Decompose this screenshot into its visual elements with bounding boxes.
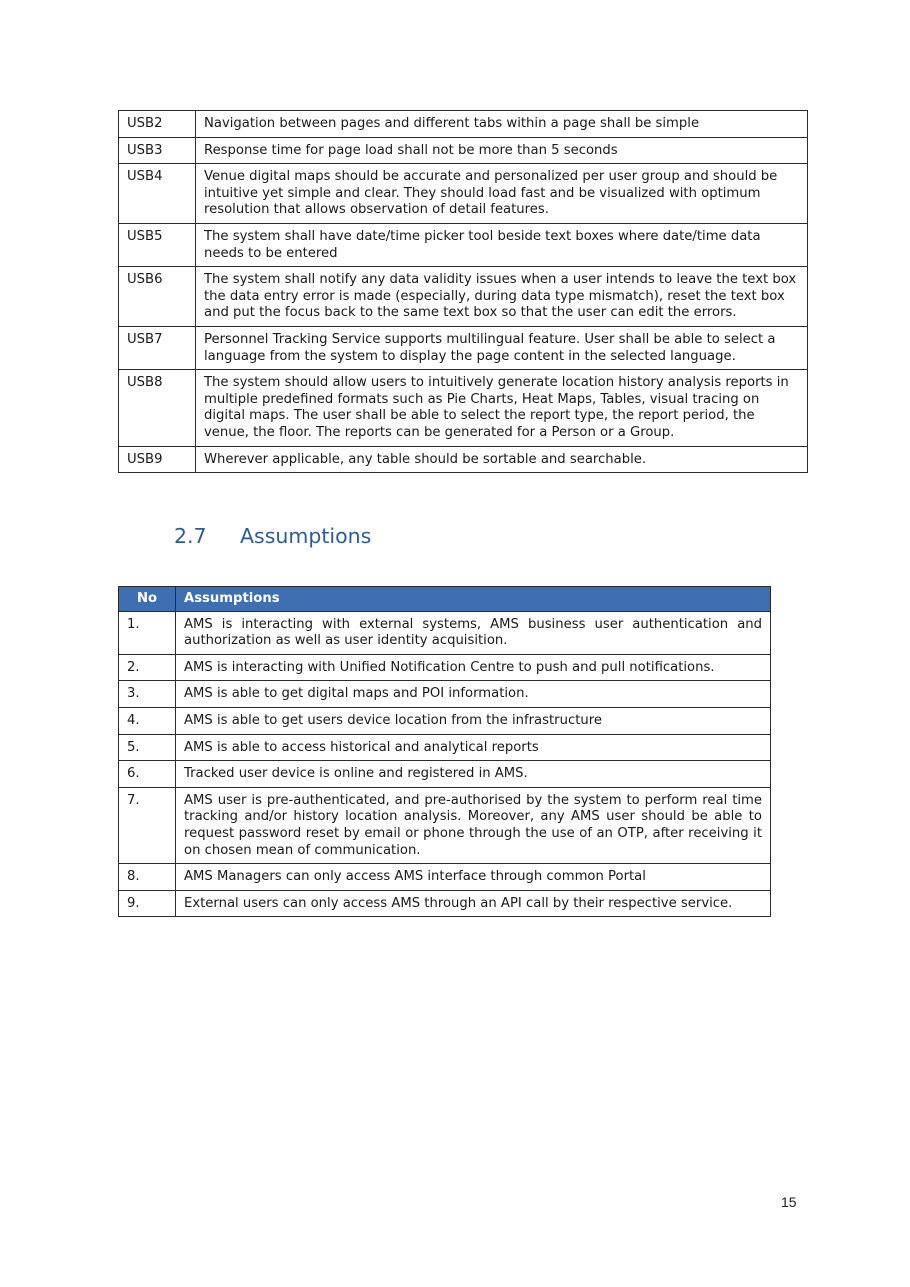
assumption-number: 7. — [119, 787, 176, 863]
usability-requirements-table — [118, 110, 808, 473]
assumption-text: AMS is able to access historical and analytical reports — [176, 734, 771, 761]
assumption-text: AMS Managers can only access AMS interface through common Portal — [176, 864, 771, 891]
table-row — [119, 326, 808, 369]
table-row — [119, 267, 808, 327]
assumption-text: AMS is able to get users device location from the infrastructure — [176, 707, 771, 734]
table-row — [119, 761, 771, 788]
requirement-text: Response time for page load shall not be more than 5 seconds — [196, 137, 808, 164]
table-row — [119, 681, 771, 708]
assumption-text: AMS is interacting with external systems, AMS business user authentication and authorization as well as user identity acquisition. — [176, 611, 771, 654]
section-heading — [174, 524, 371, 548]
assumption-text: External users can only access AMS through an API call by their respective service. — [176, 890, 771, 917]
assumption-number: 8. — [119, 864, 176, 891]
requirement-id: USB6 — [119, 267, 196, 327]
requirement-text: The system should allow users to intuitively generate location history analysis reports in multiple predefined formats such as Pie Charts, Heat Maps, Tables, visual tracing on digital maps. The user shall be able to select the report type, the report period, the venue, the floor. The reports can be generated for a Person or a Group. — [196, 370, 808, 446]
assumption-number: 1. — [119, 611, 176, 654]
column-header-no: No — [119, 587, 176, 612]
table-row — [119, 611, 771, 654]
section-number: 2.7 — [174, 524, 207, 548]
assumption-text: AMS is able to get digital maps and POI information. — [176, 681, 771, 708]
table-row — [119, 734, 771, 761]
table-row — [119, 137, 808, 164]
assumption-text: AMS is interacting with Unified Notification Centre to push and pull notifications. — [176, 654, 771, 681]
assumption-text: AMS user is pre-authenticated, and pre-authorised by the system to perform real time tracking and/or history location analysis. Moreover, any AMS user should be able to request password reset by email or phone through the use of an OTP, after receiving it on chosen mean of communication. — [176, 787, 771, 863]
table-row — [119, 223, 808, 266]
table-header-row — [119, 587, 771, 612]
assumption-number: 6. — [119, 761, 176, 788]
table-row — [119, 890, 771, 917]
assumption-number: 3. — [119, 681, 176, 708]
requirement-text: The system shall have date/time picker tool beside text boxes where date/time data needs to be entered — [196, 223, 808, 266]
requirement-id: USB9 — [119, 446, 196, 473]
requirement-id: USB7 — [119, 326, 196, 369]
table-row — [119, 164, 808, 224]
requirement-id: USB4 — [119, 164, 196, 224]
table-row — [119, 111, 808, 138]
assumption-number: 9. — [119, 890, 176, 917]
section-title: Assumptions — [240, 524, 372, 548]
requirement-text: Wherever applicable, any table should be sortable and searchable. — [196, 446, 808, 473]
assumption-text: Tracked user device is online and registered in AMS. — [176, 761, 771, 788]
requirement-id: USB5 — [119, 223, 196, 266]
assumption-number: 4. — [119, 707, 176, 734]
requirement-id: USB3 — [119, 137, 196, 164]
assumption-number: 5. — [119, 734, 176, 761]
page-number: 15 — [781, 1194, 797, 1210]
requirement-text: Navigation between pages and different tabs within a page shall be simple — [196, 111, 808, 138]
table-row — [119, 707, 771, 734]
requirement-text: The system shall notify any data validity issues when a user intends to leave the text box the data entry error is made (especially, during data type mismatch), reset the text box and put the focus back to the same text box so that the user can edit the errors. — [196, 267, 808, 327]
requirement-id: USB2 — [119, 111, 196, 138]
table-row — [119, 446, 808, 473]
assumption-number: 2. — [119, 654, 176, 681]
requirement-id: USB8 — [119, 370, 196, 446]
requirement-text: Personnel Tracking Service supports multilingual feature. User shall be able to select a language from the system to display the page content in the selected language. — [196, 326, 808, 369]
assumptions-table — [118, 586, 771, 917]
table-row — [119, 864, 771, 891]
requirement-text: Venue digital maps should be accurate and personalized per user group and should be intuitive yet simple and clear. They should load fast and be visualized with optimum resolution that allows observation of detail features. — [196, 164, 808, 224]
column-header-assumptions: Assumptions — [176, 587, 771, 612]
table-row — [119, 370, 808, 446]
table-row — [119, 654, 771, 681]
table-row — [119, 787, 771, 863]
